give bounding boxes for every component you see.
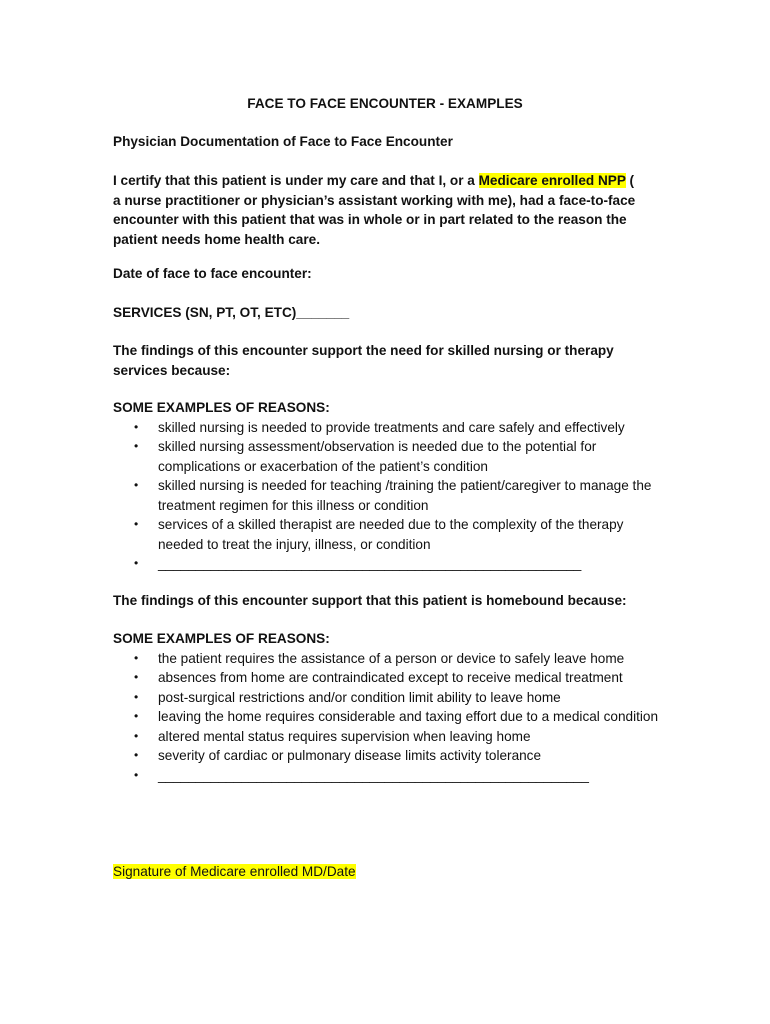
bullet-icon: • [134,419,139,434]
list-item [113,727,658,747]
list-item [113,649,658,669]
list-item [113,668,658,688]
list-item-text: absences from home are contraindicated except to receive medical treatment [158,670,623,685]
list-item [113,476,658,515]
list-item [113,707,658,727]
list-item [113,515,658,554]
list-item [113,688,658,708]
list-item-text: leaving the home requires considerable and taxing effort due to a medical condition [158,709,659,724]
list-item-text: services of a skilled therapist are needed due to the complexity of the therapy needed to treat the injury, illness, or condition [158,517,624,552]
certification-text-end: ( a nurse practitioner or physician’s assistant working with me), had a face-to-face encounter with this patient that was in whole or in part related to the reason the patient needs home health care. [113,173,636,247]
highlighted-npp-text: Medicare enrolled NPP [478,173,626,188]
list-item-text: skilled nursing is needed to provide treatments and care safely and effectively [158,419,625,435]
homebound-findings-statement: The findings of this encounter support that this patient is homebound because: [113,593,627,608]
list-item-text: severity of cardiac or pulmonary disease limits activity tolerance [158,748,542,763]
bullet-icon: • [134,439,139,453]
blank-fill-line: _________________________________________________________ [158,767,589,783]
list-item-blank [113,554,658,574]
examples-heading-skilled: SOME EXAMPLES OF REASONS: [113,400,330,415]
skilled-findings-statement: The findings of this encounter support the need for skilled nursing or therapy services because: [113,343,614,378]
bullet-icon: • [134,478,139,492]
list-item-blank [113,766,658,786]
list-item [113,437,658,476]
page-title: FACE TO FACE ENCOUNTER - EXAMPLES [247,96,523,111]
homebound-reasons-section [113,629,658,785]
bullet-icon: • [134,767,139,782]
bullet-icon: • [134,670,139,684]
certification-statement [113,171,643,249]
certification-text-start: I certify that this patient is under my care and that I, or a [113,173,479,188]
date-of-encounter-label: Date of face to face encounter: [113,266,312,281]
bullet-icon: • [134,517,139,531]
list-item-text: post-surgical restrictions and/or condition limit ability to leave home [158,689,561,705]
homebound-reasons-list [113,649,658,786]
examples-heading-homebound: SOME EXAMPLES OF REASONS: [113,631,330,646]
list-item-text: skilled nursing is needed for teaching /training the patient/caregiver to manage the treatment regimen for this illness or condition [158,478,652,513]
list-item-text: altered mental status requires supervision when leaving home [158,728,531,744]
bullet-icon: • [134,689,139,704]
list-item [113,418,658,438]
bullet-icon: • [134,748,139,762]
list-item-text: skilled nursing assessment/observation is needed due to the potential for complications or exacerbation of the patient’s condition [158,439,597,474]
signature-label: Signature of Medicare enrolled MD/Date [113,864,356,879]
skilled-reasons-section [113,398,658,574]
blank-fill-line: ________________________________________________________ [158,556,582,571]
bullet-icon: • [134,709,139,723]
bullet-icon: • [134,728,139,743]
document-subtitle: Physician Documentation of Face to Face Encounter [113,134,453,149]
services-label: SERVICES (SN, PT, OT, ETC)_______ [113,305,350,320]
bullet-icon: • [134,650,139,665]
signature-line [113,862,673,882]
bullet-icon: • [134,556,139,570]
skilled-reasons-list [113,418,658,574]
list-item-text: the patient requires the assistance of a person or device to safely leave home [158,650,625,666]
list-item [113,746,658,766]
